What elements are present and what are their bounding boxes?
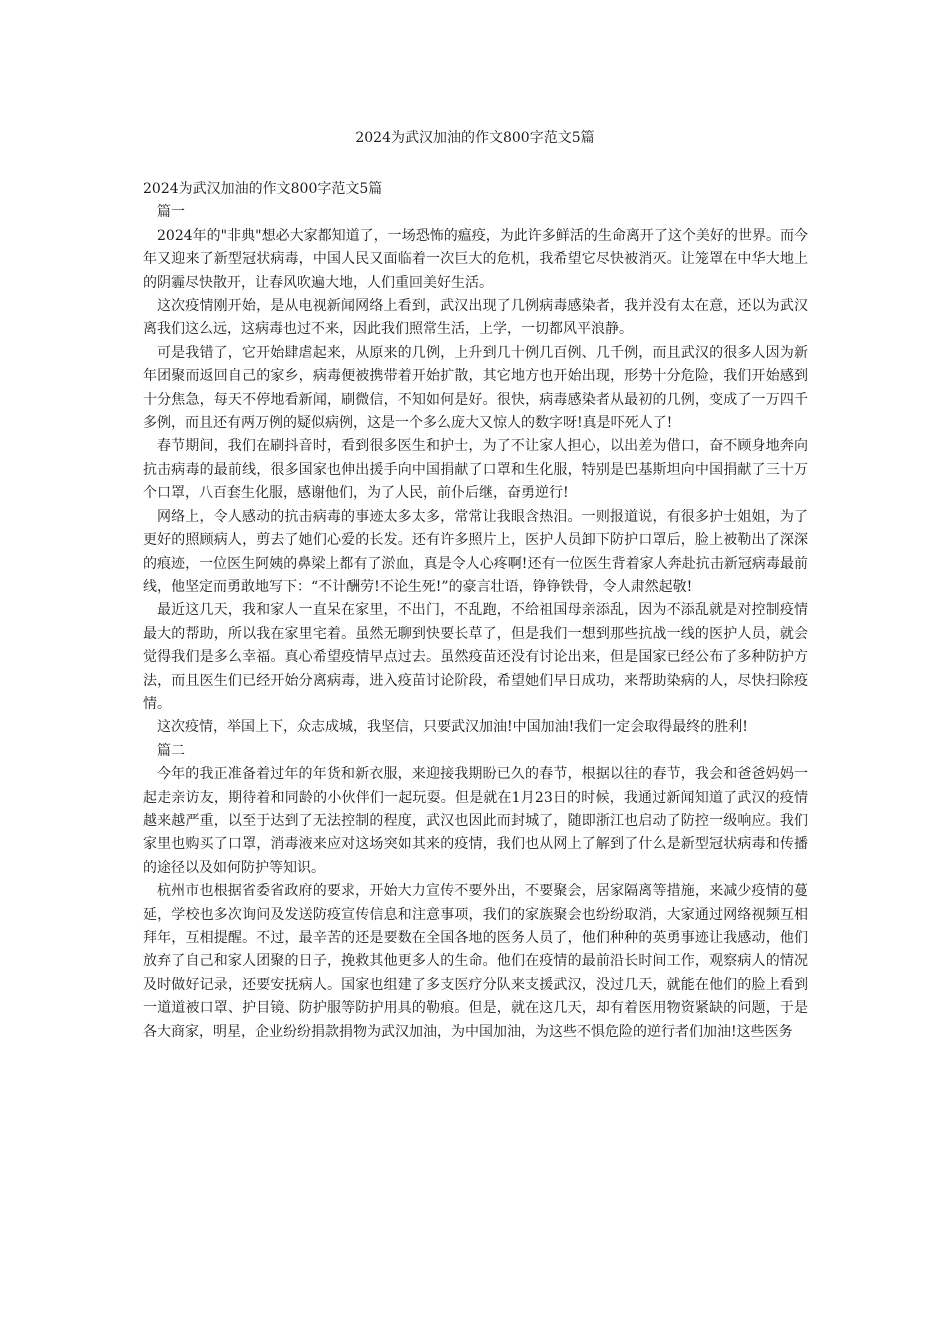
paragraph: 这次疫情，举国上下，众志成城，我坚信，只要武汉加油!中国加油!我们一定会取得最终的胜利! bbox=[157, 719, 748, 736]
paragraph: 杭州市也根据省委省政府的要求，开始大力宣传不要外出，不要聚会，居家隔离等措施，来减少疫情的蔓延，学校也多次询问及发送防疫宣传信息和注意事项，我们的家族聚会也纷纷取消，大家通过网络视频互相拜年，互相提醒。不过，最辛苦的还是要数在全国各地的医务人员了，他们种种的英勇事迹让我感动，他们放弃了自己和家人团聚的日子，挽救其他更多人的生命。他们在疫情的最前沿长时间工作，观察病人的情况及时做好记录，还要安抚病人。国家也组建了多支医疗分队来支援武汉，没过几天，就能在他们的脸上看到一道道被口罩、护目镜、防护服等防护用具的勒痕。但是，就在这几天，却有着医用物资紧缺的问题，于是各大商家，明星，企业纷纷捐款捐物为武汉加油，为中国加油，为这些不惧危险的逆行者们加油!这些医务 bbox=[143, 883, 808, 1040]
paragraph: 2024年的"非典"想必大家都知道了，一场恐怖的瘟疫，为此许多鲜活的生命离开了这个美好的世界。而今年又迎来了新型冠状病毒，中国人民又面临着一次巨大的危机，我希望它尽快被消灭。让笼罩在中华大地上的阴霾尽快散开，让春风吹遍大地，人们重回美好生活。 bbox=[143, 227, 808, 291]
paragraph: 这次疫情刚开始，是从电视新闻网络上看到，武汉出现了几例病毒感染者，我并没有太在意，还以为武汉离我们这么远，这病毒也过不来，因此我们照常生活，上学，一切都风平浪静。 bbox=[143, 298, 808, 338]
section-heading-1: 篇一 bbox=[157, 204, 185, 221]
paragraph: 可是我错了，它开始肆虐起来，从原来的几例，上升到几十例几百例、几千例，而且武汉的很多人因为新年团聚而返回自己的家乡，病毒便被携带着开始扩散，其它地方也开始出现，形势十分危险，我们开始感到十分焦急，每天不停地看新闻，刷微信，不知如何是好。很快，病毒感染者从最初的几例，变成了一万四千多例，而且还有两万例的疑似病例，这是一个多么庞大又惊人的数字呀!真是吓死人了! bbox=[143, 344, 808, 432]
document-title: 2024为武汉加油的作文800字范文5篇 bbox=[355, 130, 595, 146]
paragraph: 今年的我正准备着过年的年货和新衣服，来迎接我期盼已久的春节，根据以往的春节，我会和爸爸妈妈一起走亲访友，期待着和同龄的小伙伴们一起玩耍。但是就在1月23日的时候，我通过新闻知道了武汉的疫情越来越严重，以至于达到了无法控制的程度，武汉也因此而封城了，随即浙江也启动了防控一级响应。我们家里也购买了口罩，消毒液来应对这场突如其来的疫情，我们也从网上了解到了什么是新型冠状病毒和传播的途径以及如何防护等知识。 bbox=[143, 766, 808, 876]
document-body bbox=[143, 178, 808, 1044]
document-subtitle: 2024为武汉加油的作文800字范文5篇 bbox=[143, 181, 383, 197]
paragraph: 春节期间，我们在刷抖音时，看到很多医生和护士，为了不让家人担心，以出差为借口，奋不顾身地奔向抗击病毒的最前线，很多国家也伸出援手向中国捐献了口罩和生化服，特别是巴基斯坦向中国捐献了三十万个口罩，八百套生化服，感谢他们，为了人民，前仆后继，奋勇逆行! bbox=[143, 438, 808, 502]
section-heading-2: 篇二 bbox=[157, 742, 185, 759]
paragraph: 最近这几天，我和家人一直呆在家里，不出门，不乱跑，不给祖国母亲添乱，因为不添乱就是对控制疫情最大的帮助，所以我在家里宅着。虽然无聊到快要长草了，但是我们一想到那些抗战一线的医护人员，就会觉得我们是多么幸福。真心希望疫情早点过去。虽然疫苗还没有讨论出来，但是国家已经公布了多种防护方法，而且医生们已经开始分离病毒，进入疫苗讨论阶段，希望她们早日成功，来帮助染病的人，尽快扫除疫情。 bbox=[143, 602, 808, 712]
paragraph: 网络上，令人感动的抗击病毒的事迹太多太多，常常让我眼含热泪。一则报道说，有很多护士姐姐，为了更好的照顾病人，剪去了她们心爱的长发。还有许多照片上，医护人员卸下防护口罩后，脸上被勒出了深深的痕迹，一位医生阿姨的鼻梁上都有了淤血，真是令人心疼啊!还有一位医生背着家人奔赴抗击新冠病毒最前线，他坚定而勇敢地写下：“不计酬劳!不论生死!”的豪言壮语，铮铮铁骨，令人肃然起敬! bbox=[143, 508, 808, 595]
